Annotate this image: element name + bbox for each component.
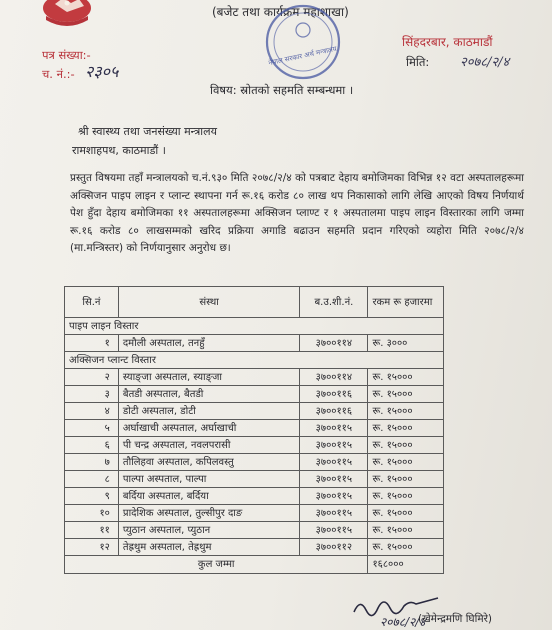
row-amount: रू. १५००० — [368, 454, 444, 471]
table-row — [65, 522, 444, 539]
row-serial: ३ — [65, 386, 119, 403]
row-amount: रू. १५००० — [368, 386, 444, 403]
header-serial: सि.नं — [65, 287, 119, 318]
date-label: मिति: — [406, 55, 430, 69]
row-amount: रू. १५००० — [368, 505, 444, 522]
row-institution: पाल्पा अस्पताल, पाल्पा — [118, 471, 299, 488]
government-emblem-icon — [40, 0, 94, 26]
signer-name: (खेमेन्द्रमणि घिमिरे) — [418, 613, 493, 625]
ministry-stamp — [262, 2, 344, 82]
table-total-row — [65, 556, 444, 574]
row-budget-code: ३७००११५ — [300, 420, 368, 437]
row-institution: दमौली अस्पताल, तनहुँ — [118, 335, 299, 352]
row-amount: रू. १५००० — [368, 403, 444, 420]
office-address: सिंहदरबार, काठमाडौं — [402, 35, 493, 49]
row-serial: ४ — [65, 403, 119, 420]
table-row — [65, 420, 444, 437]
total-label: कुल जम्मा — [65, 556, 368, 574]
row-amount: रू. १५००० — [368, 471, 444, 488]
table-row — [65, 454, 444, 471]
row-serial: ६ — [65, 437, 119, 454]
table-row — [65, 488, 444, 505]
row-amount: रू. १५००० — [368, 369, 444, 386]
addressee-line2: रामशाहपथ, काठमाडौं । — [72, 144, 166, 157]
subject-line: विषय: स्रोतको सहमति सम्बन्धमा । — [210, 83, 354, 97]
table-row — [65, 505, 444, 522]
row-institution: बर्दिया अस्पताल, बर्दिया — [118, 488, 299, 505]
row-budget-code: ३७००११५ — [300, 522, 368, 539]
hospital-allocation-table — [64, 286, 444, 574]
section-title: पाइप लाइन विस्तार — [65, 318, 444, 335]
row-budget-code: ३७००११५ — [300, 437, 368, 454]
row-amount: रू. १५००० — [368, 437, 444, 454]
row-institution: अर्घाखाची अस्पताल, अर्घाखाची — [118, 420, 299, 437]
row-budget-code: ३७००११५ — [300, 471, 368, 488]
row-serial: ७ — [65, 454, 119, 471]
row-amount: रू. १५००० — [368, 539, 444, 556]
row-serial: १२ — [65, 539, 119, 556]
row-budget-code: ३७००११४ — [300, 369, 368, 386]
row-serial: १ — [65, 335, 119, 352]
header-institution: संस्था — [118, 287, 299, 318]
body-paragraph: प्रस्तुत विषयमा तहाँ मन्त्रालयको च.नं.९३० मिति २०७८/२/४ को पत्रबाट देहाय बमोजिमका विभिन्न १२ वटा अस्पतालहरूमा अक्सिजन पाइप लाइन र प्लान्ट स्थापना गर्न रू.१६ करोड ८० लाख थप निकासाको लागि लेखि आएको विषय निर्णयार्थ पेश हुँदा देहाय बमोजिमका ११ अस्पतालहरूमा अक्सिजन प्लाण्ट र १ अस्पतालमा पाइप लाइन विस्तारका लागि जम्मा रू.१६ करोड ८० लाखसम्मको खरिद प्रक्रिया अगाडि बढाउन सहमति प्रदान गरिएको व्यहोरा मिति २०७८/२/४ (मा.मन्त्रिस्तर) को निर्णयानुसार अनुरोध छ। — [70, 172, 524, 254]
table-row — [65, 471, 444, 488]
section-title: अक्सिजन प्लान्ट विस्तार — [65, 352, 444, 369]
row-serial: ९ — [65, 488, 119, 505]
row-budget-code: ३७००११६ — [300, 403, 368, 420]
signature-date: २०७८/२/४ — [380, 615, 426, 629]
row-serial: ११ — [65, 522, 119, 539]
row-institution: पी चन्द्र अस्पताल, नवलपरासी — [118, 437, 299, 454]
table-row — [65, 403, 444, 420]
row-institution: स्याङ्जा अस्पताल, स्याङ्जा — [118, 369, 299, 386]
row-amount: रू. १५००० — [368, 522, 444, 539]
row-serial: १० — [65, 505, 119, 522]
row-budget-code: ३७००११५ — [300, 488, 368, 505]
row-budget-code: ३७००११५ — [300, 505, 368, 522]
stamp-text: नेपाल सरकार अर्थ मन्त्रालय — [267, 44, 338, 68]
table-row — [65, 386, 444, 403]
table-row — [65, 437, 444, 454]
row-amount: रू. १५००० — [368, 420, 444, 437]
row-budget-code: ३७००११४ — [300, 335, 368, 352]
row-serial: ८ — [65, 471, 119, 488]
row-budget-code: ३७००११२ — [300, 539, 368, 556]
table-row — [65, 369, 444, 386]
row-institution: तौलिहवा अस्पताल, कपिलवस्तु — [118, 454, 299, 471]
section-row-pipeline — [65, 318, 444, 335]
row-serial: २ — [65, 369, 119, 386]
date-value: २०७८/२/४ — [460, 55, 510, 70]
row-budget-code: ३७००११६ — [300, 386, 368, 403]
row-institution: प्युठान अस्पताल, प्युठान — [118, 522, 299, 539]
row-institution: तेह्रथुम अस्पताल, तेह्रथुम — [118, 539, 299, 556]
dispatch-number-value: २३०५ — [85, 62, 119, 81]
table-row — [65, 539, 444, 556]
table-row — [65, 335, 444, 352]
row-institution: डोटी अस्पताल, डोटी — [118, 403, 299, 420]
row-amount: रू. १५००० — [368, 488, 444, 505]
row-serial: ५ — [65, 420, 119, 437]
table-header-row — [65, 287, 444, 318]
row-amount: रू. ३००० — [368, 335, 444, 352]
total-value: १६८००० — [368, 556, 444, 574]
letter-number-label: पत्र संख्या:- — [42, 48, 91, 62]
addressee-line1: श्री स्वास्थ्य तथा जनसंख्या मन्त्रालय — [78, 125, 217, 138]
row-institution: बैतडी अस्पताल, बैतडी — [118, 386, 299, 403]
section-row-oxygen-plant — [65, 352, 444, 369]
office-header: (बजेट तथा कार्यक्रम महाशाखा) — [212, 5, 349, 19]
row-institution: प्रादेशिक अस्पताल, तुल्सीपुर दाङ — [118, 505, 299, 522]
header-amount: रकम रू हजारमा — [368, 287, 444, 318]
row-budget-code: ३७००११५ — [300, 454, 368, 471]
header-budget-code: ब.उ.शी.नं. — [300, 287, 368, 318]
dispatch-number-label: च. नं.:- — [42, 67, 75, 81]
